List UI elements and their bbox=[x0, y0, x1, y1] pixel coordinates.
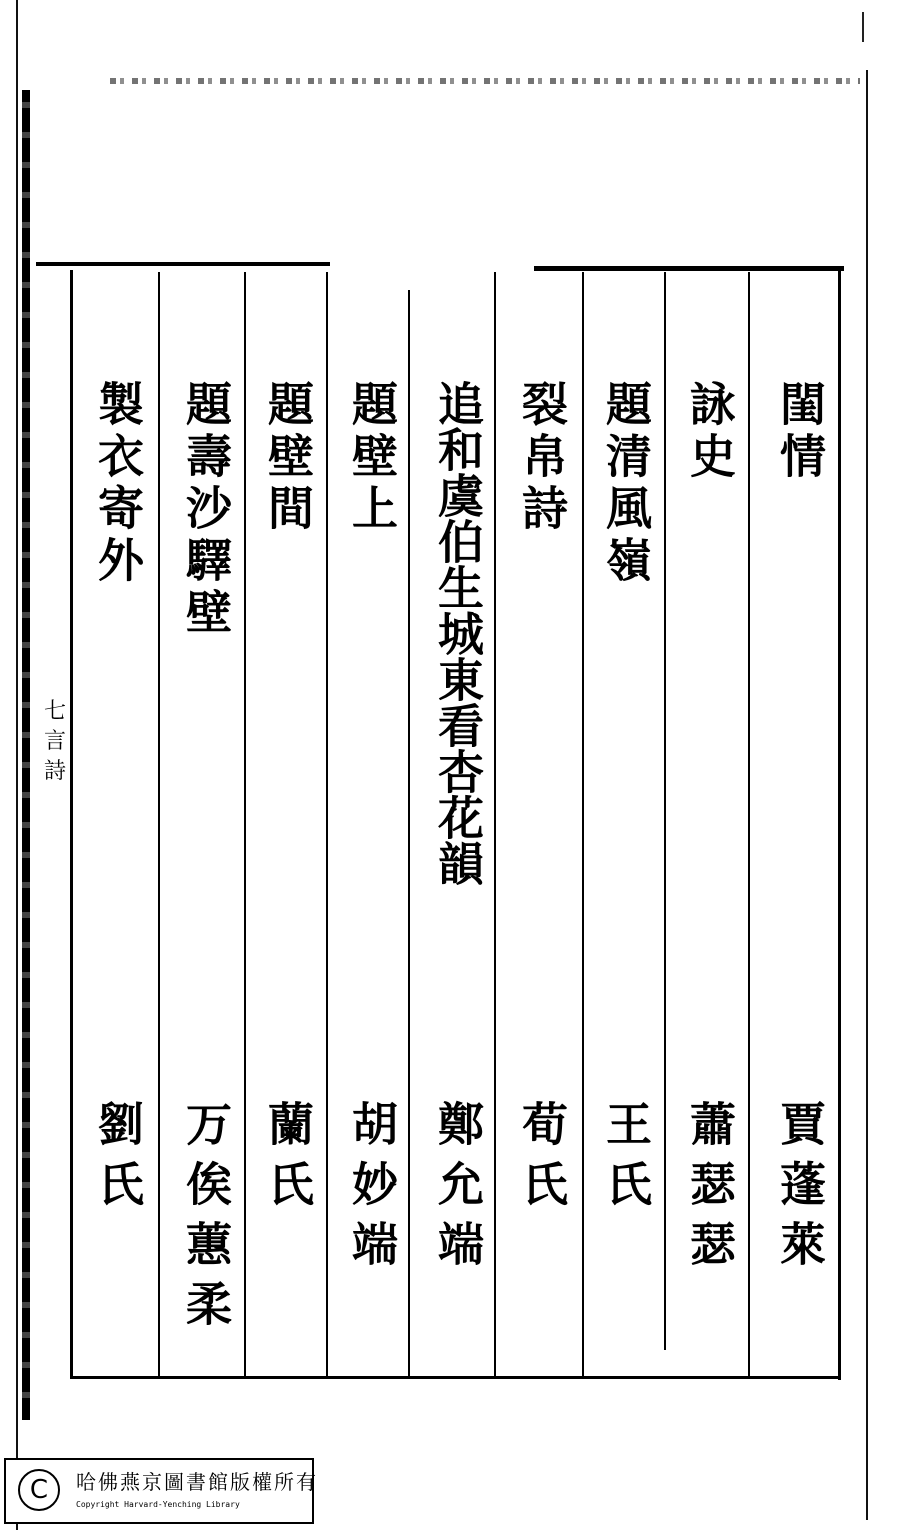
gutter-char: 言 bbox=[44, 729, 67, 755]
poet-name: 劉氏 bbox=[91, 1100, 145, 1220]
gutter-char: 七 bbox=[44, 699, 67, 724]
poem-title: 追和虞伯生城東看杏花韻 bbox=[431, 380, 485, 886]
top-rule bbox=[110, 78, 860, 84]
frame-bottom-rule bbox=[70, 1376, 840, 1379]
copyright-text-chinese: 哈佛燕京圖書館版權所有 bbox=[76, 1470, 318, 1494]
poem-title: 題壁間 bbox=[261, 380, 315, 536]
poem-title: 閨情 bbox=[773, 380, 827, 484]
copyright-stamp bbox=[4, 1458, 318, 1524]
copyright-text-english: Copyright Harvard-Yenching Library bbox=[76, 1500, 240, 1509]
frame-right-rule bbox=[838, 270, 841, 1380]
poet-name: 万俟蕙柔 bbox=[179, 1100, 233, 1340]
column-rule bbox=[244, 272, 246, 1376]
column-rule bbox=[582, 272, 584, 1376]
poem-title: 題壽沙驛壁 bbox=[179, 380, 233, 640]
poet-name: 王氏 bbox=[599, 1100, 653, 1220]
fold-edge bbox=[22, 90, 30, 1420]
binding-edge bbox=[16, 0, 18, 1530]
poem-title: 製衣寄外 bbox=[91, 380, 145, 588]
poet-name: 蕭瑟瑟 bbox=[683, 1100, 737, 1280]
frame-left-rule bbox=[70, 270, 73, 1378]
column-rule bbox=[664, 272, 666, 1350]
copyright-icon: C bbox=[18, 1469, 60, 1511]
column-rule bbox=[494, 272, 496, 1376]
poem-title: 詠史 bbox=[683, 380, 737, 484]
frame-top-rule bbox=[36, 262, 330, 266]
poem-title: 題壁上 bbox=[345, 380, 399, 536]
frame-top-rule bbox=[534, 266, 844, 271]
page-edge-mark bbox=[862, 12, 864, 42]
column-rule bbox=[158, 272, 160, 1376]
column-rule bbox=[748, 272, 750, 1376]
poem-title: 裂帛詩 bbox=[515, 380, 569, 536]
column-rule bbox=[326, 272, 328, 1376]
poet-name: 荀氏 bbox=[515, 1100, 569, 1220]
poem-title: 題清風嶺 bbox=[599, 380, 653, 588]
page-right-edge bbox=[866, 70, 868, 1520]
poet-name: 鄭允端 bbox=[431, 1100, 485, 1280]
poet-name: 胡妙端 bbox=[345, 1100, 399, 1280]
gutter-char: 詩 bbox=[44, 759, 67, 785]
poet-name: 賈蓬萊 bbox=[773, 1100, 827, 1280]
column-rule bbox=[408, 290, 410, 1376]
poet-name: 蘭氏 bbox=[261, 1100, 315, 1220]
